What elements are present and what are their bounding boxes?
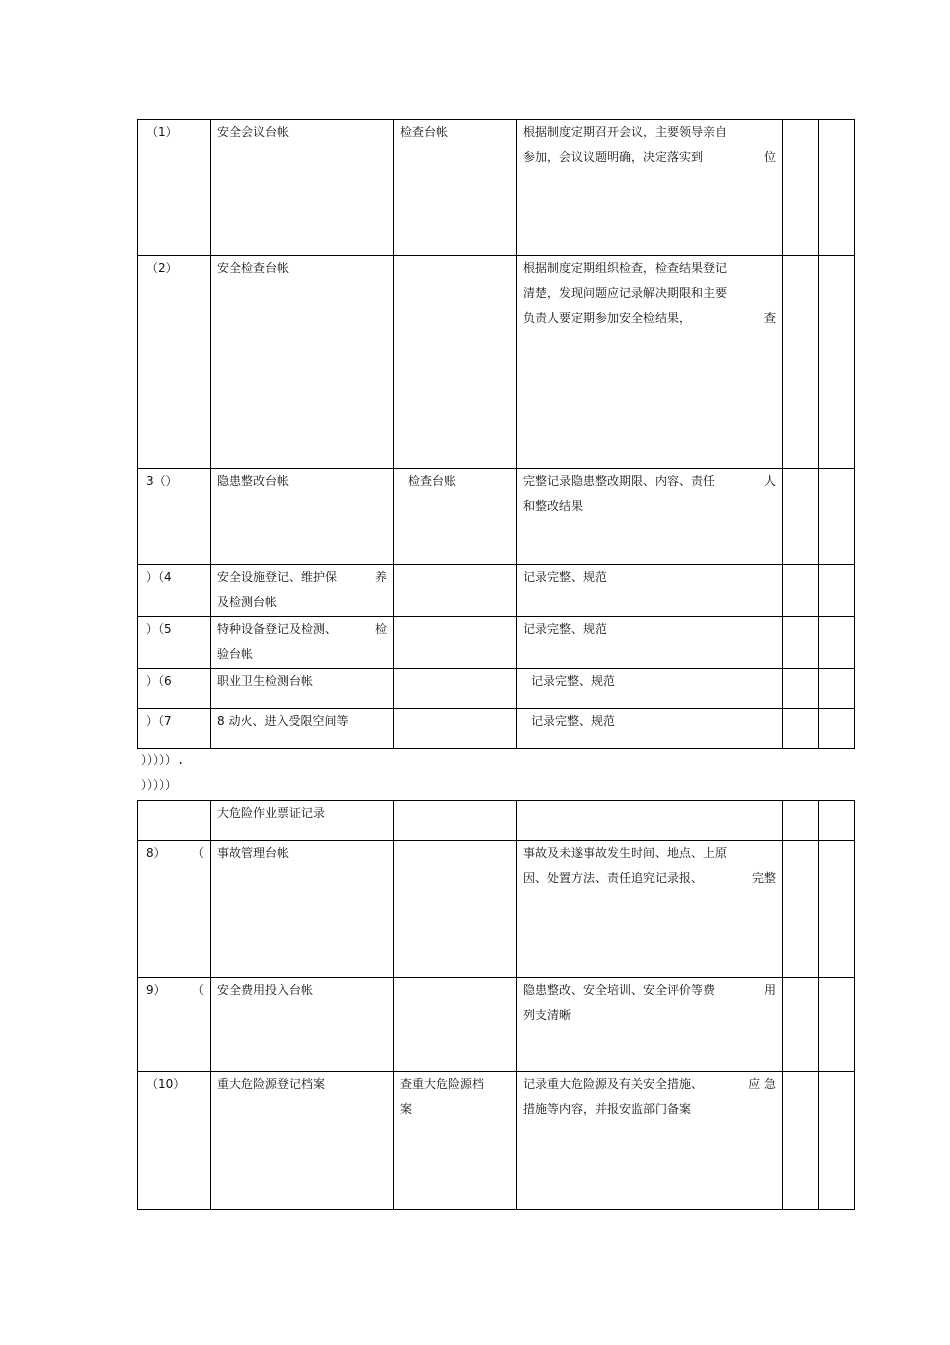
check-standard-line: 根据制度定期召开会议，主要领导亲自 xyxy=(523,125,728,139)
check-method xyxy=(394,1072,517,1210)
item-number-line: （1） xyxy=(146,125,178,139)
text-segment: 负责人要定期参加安全检结果， xyxy=(523,311,692,325)
check-method xyxy=(394,709,517,749)
item-name-line xyxy=(217,565,387,590)
item-number xyxy=(138,709,211,749)
text-segment: 特种设备登记及检测、 xyxy=(217,622,338,636)
item-number-line xyxy=(146,841,204,866)
text-segment: （ xyxy=(191,983,204,997)
text-segment: 位 xyxy=(763,150,776,164)
remark-cell xyxy=(819,256,855,469)
table-row xyxy=(138,617,855,669)
remark-cell xyxy=(819,978,855,1072)
score-cell xyxy=(783,120,819,256)
check-standard-line xyxy=(523,978,776,1003)
check-standard xyxy=(517,801,783,841)
table-row xyxy=(138,801,855,841)
check-standard-line: 记录完整、规范 xyxy=(531,714,616,728)
item-number-line: ）（7 xyxy=(146,714,172,728)
remark-cell xyxy=(819,469,855,565)
item-name xyxy=(211,709,394,749)
check-standard-line xyxy=(523,145,776,170)
check-standard xyxy=(517,120,783,256)
check-standard xyxy=(517,669,783,709)
score-cell xyxy=(783,841,819,978)
check-standard xyxy=(517,709,783,749)
ledger-table-1 xyxy=(137,119,855,749)
item-number-line: ）（5 xyxy=(146,622,172,636)
score-cell xyxy=(783,565,819,617)
check-standard xyxy=(517,978,783,1072)
text-segment: 人 xyxy=(763,474,776,488)
score-cell xyxy=(783,669,819,709)
item-name-line: 隐患整改台帐 xyxy=(217,474,290,488)
score-cell xyxy=(783,469,819,565)
item-number-line: （2） xyxy=(146,261,178,275)
remark-cell xyxy=(819,565,855,617)
check-method-line: 检查台账 xyxy=(408,474,457,488)
text-segment: 应 急 xyxy=(748,1077,776,1091)
table-row xyxy=(138,469,855,565)
text-segment: 完整 xyxy=(751,871,776,885)
item-number xyxy=(138,841,211,978)
item-name xyxy=(211,801,394,841)
check-standard-line: 事故及未遂事故发生时间、地点、上原 xyxy=(523,846,728,860)
remark-cell xyxy=(819,669,855,709)
item-number xyxy=(138,120,211,256)
check-method xyxy=(394,669,517,709)
item-name-line: 安全检查台帐 xyxy=(217,261,290,275)
check-method xyxy=(394,617,517,669)
remark-cell xyxy=(819,617,855,669)
check-method-line: 案 xyxy=(400,1102,413,1116)
text-segment: 隐患整改、安全培训、安全评价等费 xyxy=(523,983,716,997)
table-row xyxy=(138,709,855,749)
score-cell xyxy=(783,978,819,1072)
check-standard-line: 列支清晰 xyxy=(523,1008,572,1022)
table-row xyxy=(138,565,855,617)
score-cell xyxy=(783,256,819,469)
item-name xyxy=(211,565,394,617)
item-number-line: （10） xyxy=(146,1077,186,1091)
item-name-line: 大危险作业票证记录 xyxy=(217,806,326,820)
item-number-line: ）（4 xyxy=(146,570,172,584)
text-segment: 养 xyxy=(374,570,387,584)
check-method xyxy=(394,978,517,1072)
text-segment: 记录重大危险源及有关安全措施、 xyxy=(523,1077,704,1091)
table-row xyxy=(138,120,855,256)
item-name xyxy=(211,120,394,256)
table-row xyxy=(138,256,855,469)
remark-cell xyxy=(819,1072,855,1210)
item-name-line: 及检测台帐 xyxy=(217,595,278,609)
check-method xyxy=(394,841,517,978)
check-standard-line: 记录完整、规范 xyxy=(523,622,608,636)
table-row xyxy=(138,978,855,1072)
note-line-1: ）））））. xyxy=(141,753,185,767)
text-segment: 参加，会议议题明确，决定落实到 xyxy=(523,150,704,164)
text-segment: 9） xyxy=(146,983,166,997)
check-method xyxy=(394,565,517,617)
text-segment: （ xyxy=(191,846,204,860)
item-name xyxy=(211,256,394,469)
check-standard-line: 和整改结果 xyxy=(523,499,584,513)
text-segment: 8） xyxy=(146,846,166,860)
check-standard-line xyxy=(523,866,776,891)
item-name-line: 安全会议台帐 xyxy=(217,125,290,139)
item-number xyxy=(138,1072,211,1210)
item-name xyxy=(211,617,394,669)
item-number xyxy=(138,617,211,669)
item-name-line: 重大危险源登记档案 xyxy=(217,1077,326,1091)
check-standard-line: 清楚，发现问题应记录解决期限和主要 xyxy=(523,286,728,300)
score-cell xyxy=(783,1072,819,1210)
score-cell xyxy=(783,617,819,669)
item-number-line: ）（6 xyxy=(146,674,172,688)
text-segment: 查 xyxy=(763,311,776,325)
check-standard-line: 记录完整、规范 xyxy=(523,570,608,584)
item-name xyxy=(211,1072,394,1210)
check-method-line: 检查台帐 xyxy=(400,125,449,139)
item-number-line xyxy=(146,978,204,1003)
check-standard xyxy=(517,841,783,978)
check-standard xyxy=(517,565,783,617)
item-name-line: 职业卫生检测台帐 xyxy=(217,674,314,688)
text-segment: 因、处置方法、责任追究记录报、 xyxy=(523,871,704,885)
item-name xyxy=(211,669,394,709)
check-standard-line: 措施等内容，并报安监部门备案 xyxy=(523,1102,692,1116)
check-standard-line: 记录完整、规范 xyxy=(531,674,616,688)
check-standard xyxy=(517,617,783,669)
check-standard-line xyxy=(523,1072,776,1097)
note-line-2: ））））） xyxy=(141,778,178,792)
item-number xyxy=(138,565,211,617)
remark-cell xyxy=(819,120,855,256)
item-name-line xyxy=(217,617,387,642)
check-method xyxy=(394,801,517,841)
table-row xyxy=(138,841,855,978)
check-method xyxy=(394,256,517,469)
item-number xyxy=(138,469,211,565)
item-name xyxy=(211,978,394,1072)
check-standard xyxy=(517,256,783,469)
item-name-line: 8 动火、进入受限空间等 xyxy=(217,714,349,728)
text-segment: 完整记录隐患整改期限、内容、责任 xyxy=(523,474,716,488)
check-standard-line xyxy=(523,306,776,331)
item-name-line: 事故管理台帐 xyxy=(217,846,290,860)
text-segment: 用 xyxy=(763,983,776,997)
remark-cell xyxy=(819,801,855,841)
ledger-table-2 xyxy=(137,800,855,1210)
item-number-line: 3（） xyxy=(146,474,178,488)
score-cell xyxy=(783,709,819,749)
table-row xyxy=(138,669,855,709)
item-name-line: 安全费用投入台帐 xyxy=(217,983,314,997)
check-standard xyxy=(517,1072,783,1210)
text-segment: 安全设施登记、维护保 xyxy=(217,570,338,584)
item-name xyxy=(211,841,394,978)
item-number xyxy=(138,256,211,469)
check-method-line: 查重大危险源档 xyxy=(400,1077,485,1091)
remark-cell xyxy=(819,709,855,749)
table-row xyxy=(138,1072,855,1210)
check-standard xyxy=(517,469,783,565)
item-name xyxy=(211,469,394,565)
text-segment: 检 xyxy=(374,622,387,636)
item-name-line: 验台帐 xyxy=(217,647,254,661)
check-method xyxy=(394,469,517,565)
item-number xyxy=(138,669,211,709)
score-cell xyxy=(783,801,819,841)
item-number xyxy=(138,978,211,1072)
remark-cell xyxy=(819,841,855,978)
check-standard-line xyxy=(523,469,776,494)
check-standard-line: 根据制度定期组织检查，检查结果登记 xyxy=(523,261,728,275)
item-number xyxy=(138,801,211,841)
check-method xyxy=(394,120,517,256)
